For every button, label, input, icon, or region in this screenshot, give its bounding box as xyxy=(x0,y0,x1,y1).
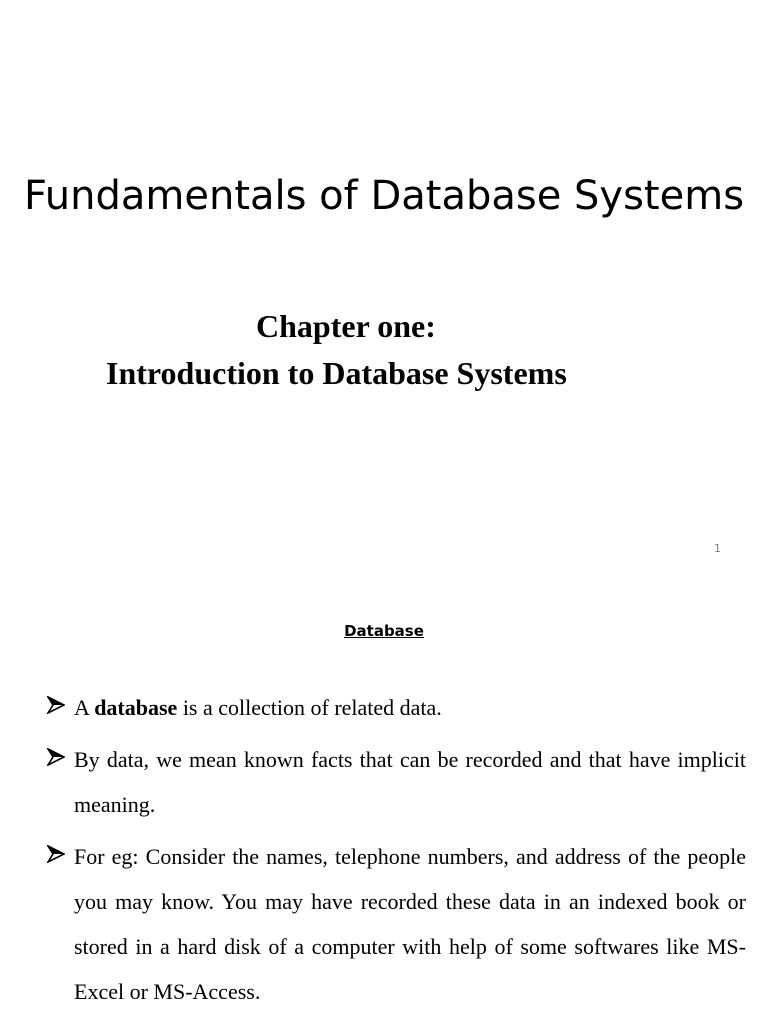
page-number: 1 xyxy=(714,542,721,555)
arrowhead-bullet-icon xyxy=(47,845,65,863)
bullet-text: For eg: Consider the names, telephone numbers, and address of the people you may know. You may have recorded these data in an indexed book or stored in a hard disk of a computer with help of some softwares like MS-Excel or MS-Access. xyxy=(74,844,746,1004)
section-heading: Database xyxy=(344,622,424,640)
bullet-text-prefix: A xyxy=(74,695,95,720)
chapter-title: Introduction to Database Systems xyxy=(106,355,567,391)
slide-title: Fundamentals of Database Systems xyxy=(23,173,745,219)
bullet-list xyxy=(0,685,768,1021)
chapter-label: Chapter one: xyxy=(256,308,436,344)
bullet-text-bold: database xyxy=(94,695,178,720)
bullet-text-suffix: is a collection of related data. xyxy=(177,695,442,720)
bullet-item xyxy=(0,834,768,1014)
arrowhead-bullet-icon xyxy=(47,748,65,766)
bullet-text: By data, we mean known facts that can be recorded and that have implicit meaning. xyxy=(74,747,746,817)
bullet-item xyxy=(0,685,768,730)
bullet-item xyxy=(0,737,768,827)
arrowhead-bullet-icon xyxy=(47,696,65,714)
